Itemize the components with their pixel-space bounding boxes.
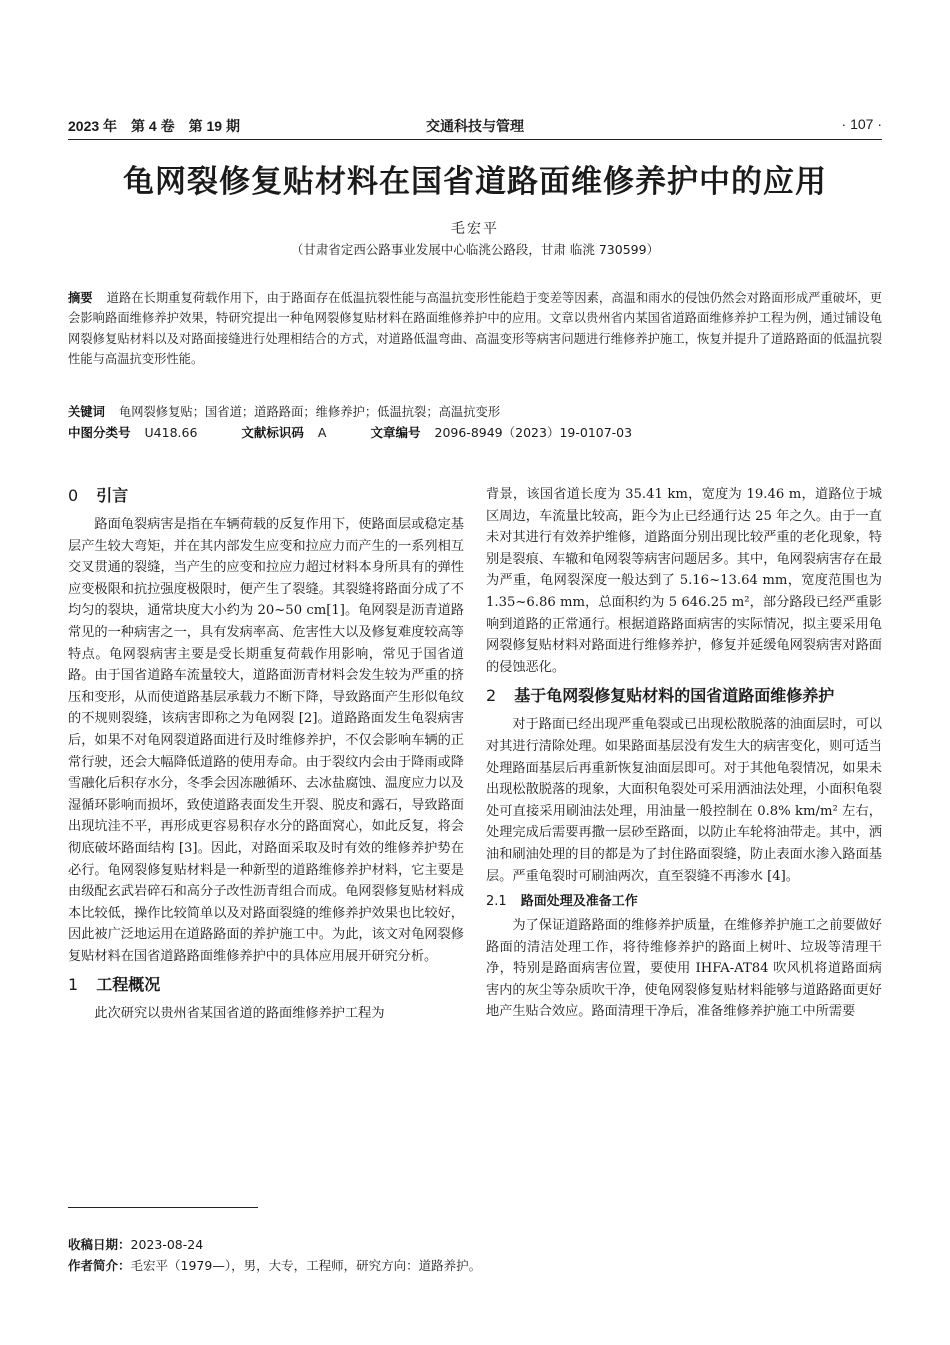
running-header [68,116,882,138]
paragraph: 背景，该国省道长度为 35.41 km，宽度为 19.46 m，道路位于城区周边，车流量比较高，距今为止已经通行达 25 年之久。由于一直未对其进行有效养护维修，道路面分别出现比较严重的老化现象，特别是裂痕、车辙和龟网裂等病害问题居多。其中，龟网裂病害存在最为严重，龟网裂深度一般达到了 5.16~13.64 mm，宽度范围也为 1.35~6.86 mm，总面积约为 5 646.25 m²，部分路段已经严重影响到道路的正常通行。根据道路路面病害的实际情况，拟主要采用龟网裂修复贴材料对路面进行维修养护，修复并延缓龟网裂病害对路面的侵蚀恶化。 [486,487,882,675]
received-date [68,1235,882,1255]
section-number: 2 [486,686,497,706]
header-divider [68,139,882,140]
doc-code-value: A [317,425,327,440]
section-1-heading [68,973,464,997]
classification-line [68,423,882,443]
right-column [486,484,882,1027]
subsection-title: 路面处理及准备工作 [520,894,638,910]
section-title: 工程概况 [96,975,161,995]
article-number-label: 文章编号 [370,425,421,440]
author-affiliation: （甘肃省定西公路事业发展中心临洮公路段，甘肃 临洮 730599） [290,242,660,257]
section-title: 引言 [96,486,129,505]
paragraph: 此次研究以贵州省某国省道的路面维修养护工程为 [94,1006,385,1022]
keywords [68,402,882,422]
section-number: 0 [68,486,79,505]
article-number-value: 2096-8949（2023）19-0107-03 [434,425,633,440]
section-2-heading [486,684,882,708]
author-bio [68,1256,882,1276]
section-title: 基于龟网裂修复贴材料的国省道路面维修养护 [514,686,835,706]
subsection-2-1-heading [486,891,882,913]
paragraph: 对于路面已经出现严重龟裂或已出现松散脱落的油面层时，可以对其进行清除处理。如果路面基层没有发生大的病害变化，则可适当处理路面基层后再重新恢复油面层即可。对于其他龟裂情况，如果未出现松散脱落的现象，大面积龟裂处可采用洒油法处理，小面积龟裂处可直接采用刷油法处理，用油量一般控制在 0.8% km/m² 左右，处理完成后需要再撒一层砂至路面，以防止车轮将油带走。其中，洒油和刷油处理的目的都是为了封住路面裂缝，防止表面水渗入路面基层。严重龟裂时可刷油两次，直至裂缝不再渗水 [4]。 [486,717,882,884]
paragraph: 路面龟裂病害是指在车辆荷载的反复作用下，使路面层或稳定基层产生较大弯矩，并在其内部发生应变和拉应力而产生的一系列相互交叉贯通的裂缝，当产生的应变和拉应力超过材料本身所具有的弹性应变极限和抗拉强度极限时，便产生了裂缝。其裂缝将路面分成了不均匀的裂块，通常块度大小约为 20~50 cm[1]。龟网裂是沥青道路常见的一种病害之一，具有发病率高、危害性大以及修复难度较高等特点。龟网裂病害主要是受长期重复荷载作用影响，常见于国省道路。由于国省道路车流量较大，道路面沥青材料会发生较为严重的挤压和变形，从而使道路基层承载力不断下降，导致路面产生形似龟纹的不规则裂缝，该病害即称之为龟网裂 [2]。道路路面发生龟裂病害后，如果不对龟网裂道路面进行及时维修养护，不仅会影响车辆的正常行驶，还会大幅降低道路的使用寿命。由于裂纹内会由于降雨或降雪融化后积存水分，冬季会因冻融循环、去冰盐腐蚀、温度应力以及湿循环影响而损坏，致使道路表面发生开裂、脱皮和露石，导致路面出现坑洼不平，再形成更容易积存水分的路面窝心，如此反复，将会彻底破坏路面结构 [3]。因此，对路面采取及时有效的维修养护势在必行。龟网裂修复贴材料是一种新型的道路维修养护材料，它主要是由级配玄武岩碎石和高分子改性沥青组合而成。龟网裂修复贴材料成本比较低，操作比较简单以及对路面裂缝的维修养护效果也比较好，因此被广泛地运用在道路路面的养护施工中。为此，该文对龟网裂修复贴材料在国省道路路面维修养护中的具体应用展开研究分析。 [68,517,464,964]
clc-value: U418.66 [144,425,198,440]
left-column [68,484,464,1029]
section-0-heading [68,484,464,508]
received-value: 2023-08-24 [130,1237,204,1252]
footnote-divider [68,1207,258,1208]
journal-name: 交通科技与管理 [426,118,524,134]
abstract-label: 摘要 [68,291,93,305]
received-label: 收稿日期： [68,1237,131,1252]
subsection-number: 2.1 [486,894,507,910]
paragraph: 为了保证道路路面的维修养护质量，在维修养护施工之前要做好路面的清洁处理工作，将待维修养护的路面上树叶、垃圾等清理干净，特别是路面病害位置，要使用 IHFA-AT84 吹风机将道路面病害内的灰尘等杂质吹干净，使龟网裂修复贴材料能够与道路路面更好地产生贴合效应。路面清理干净后，准备维修养护施工中所需要 [486,918,882,1020]
section-number: 1 [68,975,79,995]
author-name: 毛宏平 [451,221,499,237]
page-number: · 107 · [841,116,882,132]
author-bio-value: 毛宏平（1979—），男，大专，工程师，研究方向：道路养护。 [130,1258,482,1273]
keywords-label: 关键词 [68,405,105,419]
abstract [68,288,882,370]
abstract-text: 道路在长期重复荷载作用下，由于路面存在低温抗裂性能与高温抗变形性能趋于变差等因素，高温和雨水的侵蚀仍然会对路面形成严重破坏，更会影响路面维修养护效果，特研究提出一种龟网裂修复贴材料在路面维修养护中的应用。文章以贵州省内某国省道路面维修养护工程为例，通过铺设龟网裂修复贴材料以及对路面接缝进行处理相结合的方式，对道路低温弯曲、高温变形等病害问题进行维修养护施工，恢复并提升了道路路面的低温抗裂性能与高温抗变形性能。 [68,291,882,367]
author-bio-label: 作者简介： [68,1258,131,1273]
issue-info: 2023 年 第 4 卷 第 19 期 [68,118,240,134]
article-title: 龟网裂修复贴材料在国省道路面维修养护中的应用 [123,164,827,200]
keywords-text: 龟网裂修复贴；国省道；道路路面；维修养护；低温抗裂；高温抗变形 [118,405,501,419]
clc-label: 中图分类号 [68,425,131,440]
doc-code-label: 文献标识码 [241,425,304,440]
